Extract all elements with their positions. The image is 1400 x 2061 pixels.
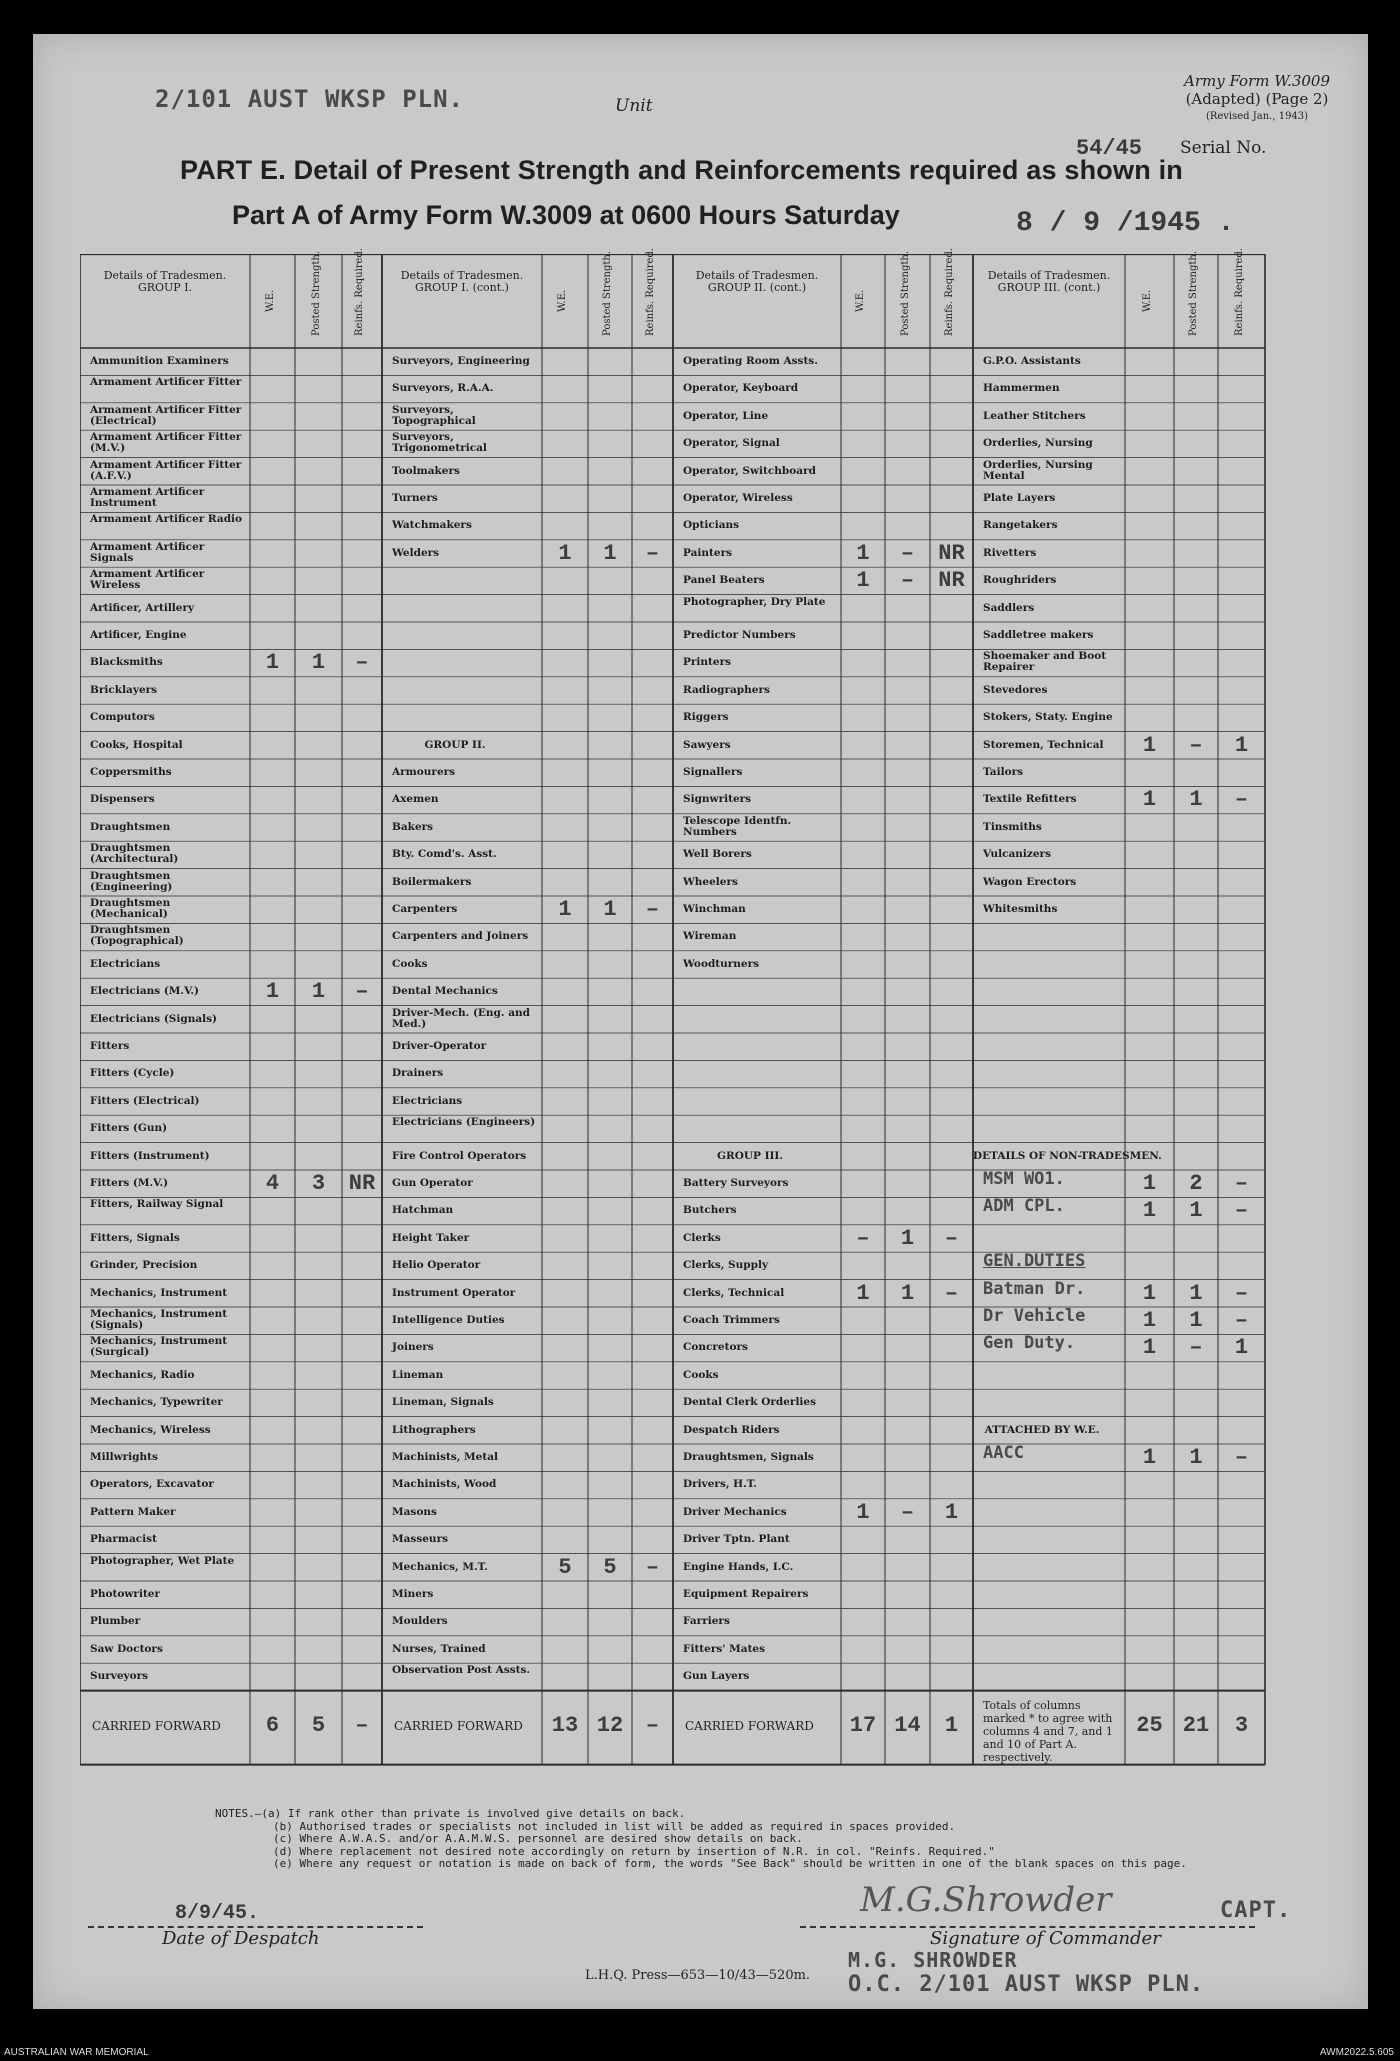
trade-label: Mechanics, Instrument (Surgical)	[90, 1335, 228, 1359]
trade-label: Draughtsmen	[90, 820, 171, 833]
trade-label: Mechanics, Radio	[90, 1368, 195, 1381]
trade-label: Coppersmiths	[90, 766, 172, 778]
trade-label: Axemen	[392, 793, 439, 806]
column-header-details: Details of Tradesmen. GROUP III. (cont.)	[987, 269, 1111, 294]
strength-entry: –	[856, 1225, 870, 1251]
trade-label: Plate Layers	[983, 492, 1056, 504]
strength-entry: 1	[856, 1280, 870, 1306]
trade-label: Electricians (Signals)	[90, 1012, 218, 1025]
trade-label: Fitters (Cycle)	[90, 1067, 175, 1080]
carried-forward-value: 25	[1136, 1712, 1163, 1738]
strength-entry: 1	[1189, 1198, 1203, 1224]
trade-label: Mechanics, Typewriter	[90, 1396, 223, 1409]
trade-label: Artificer, Artillery	[90, 601, 195, 614]
trade-label: Storemen, Technical	[983, 738, 1104, 751]
trade-label: Masons	[392, 1505, 437, 1518]
trade-label: Signallers	[683, 766, 743, 778]
carried-forward-label: CARRIED FORWARD	[685, 1718, 814, 1733]
trade-label: Carpenters	[392, 903, 458, 915]
trade-label: Operator, Keyboard	[683, 382, 799, 395]
trade-label: Plumber	[90, 1615, 141, 1628]
trade-label: Telescope Identfn. Numbers	[683, 814, 792, 838]
trade-label: Rivetters	[983, 546, 1037, 559]
commander-signature: M.G.Shrowder	[860, 1880, 1112, 1920]
strength-entry: –	[1234, 1171, 1249, 1196]
strength-entry: –	[944, 1280, 959, 1306]
trade-label: Drainers	[392, 1067, 444, 1080]
trade-label: Armament Artificer Instrument	[90, 486, 205, 509]
trade-label: Printers	[683, 656, 732, 669]
column-header-posted-strength: Posted Strength.	[602, 250, 613, 336]
trade-label: Draughtsmen (Architectural)	[90, 842, 179, 866]
strength-entry: –	[645, 1554, 660, 1580]
strength-table	[80, 247, 1345, 1794]
strength-entry: 1	[265, 979, 280, 1005]
trade-label: Cooks	[392, 957, 428, 970]
trade-label: Engine Hands, I.C.	[683, 1560, 794, 1573]
trade-label: Pharmacist	[90, 1533, 157, 1546]
trade-label: Fitters, Railway Signal	[90, 1198, 224, 1211]
trade-label: Toolmakers	[392, 464, 460, 477]
trade-label: Tinsmiths	[983, 820, 1042, 833]
archive-label: AUSTRALIAN WAR MEMORIAL	[4, 2047, 149, 2058]
commander-rank: CAPT.	[1220, 1898, 1292, 1923]
trade-label: Masseurs	[392, 1533, 449, 1546]
trade-label: Sawyers	[683, 738, 731, 751]
trade-label: Draughtsmen (Engineering)	[90, 869, 173, 893]
trade-label: Surveyors, Engineering	[392, 355, 530, 367]
trade-label: Cooks	[683, 1368, 719, 1381]
column-header-details: Details of Tradesmen. GROUP I.	[103, 269, 227, 294]
trade-label: Panel Beaters	[683, 574, 765, 587]
trade-label: Wheelers	[683, 875, 738, 888]
carried-forward-value: –	[355, 1712, 369, 1738]
strength-entry: 1	[603, 897, 617, 922]
trade-label: Mechanics, M.T.	[392, 1560, 488, 1573]
trade-label: Armourers	[392, 766, 456, 778]
strength-entry: 1	[1142, 787, 1157, 813]
strength-entry: –	[1189, 732, 1203, 758]
trade-label: Operating Room Assts.	[683, 355, 818, 367]
column-header-details: Details of Tradesmen. GROUP II. (cont.)	[695, 269, 819, 294]
carried-forward-value: 5	[311, 1712, 326, 1738]
trade-label: Clerks, Technical	[683, 1286, 785, 1299]
trade-label: Armament Artificer Signals	[90, 540, 205, 564]
strength-entry: 3	[311, 1171, 326, 1196]
trade-label: Computors	[90, 711, 155, 724]
trade-label: Gun Layers	[683, 1670, 750, 1683]
strength-entry: 1	[856, 540, 870, 566]
trade-label: Dental Clerk Orderlies	[683, 1396, 817, 1409]
trade-label: Operator, Line	[683, 409, 769, 422]
trade-label: Battery Surveyors	[683, 1177, 789, 1189]
strength-entry: 1	[1142, 1198, 1157, 1224]
trade-label: Photographer, Dry Plate	[683, 595, 826, 608]
trade-label: Dental Mechanics	[392, 985, 498, 998]
trade-label: Lineman, Signals	[392, 1396, 494, 1409]
trade-label: Radiographers	[683, 683, 770, 696]
strength-entry: –	[900, 540, 915, 566]
trade-label: Wagon Erectors	[983, 875, 1077, 888]
archive-id: AWM2022.5.605	[1319, 2047, 1394, 2058]
trade-label: GEN.DUTIES	[983, 1251, 1086, 1272]
strength-entry: 1	[856, 568, 870, 594]
trade-label: Armament Artificer Fitter (A.F.V.)	[90, 458, 242, 482]
trade-label: Armament Artificer Fitter	[90, 376, 242, 389]
carried-forward-value: 6	[265, 1712, 280, 1738]
group-heading: GROUP II.	[424, 738, 486, 751]
note-d: (d) Where replacement not desired note accordingly on return by insertion of N.R. in col. "Reinfs. Required."	[273, 1844, 995, 1858]
trade-label: Tailors	[983, 766, 1024, 778]
trade-label: Armament Artificer Fitter (Electrical)	[90, 403, 242, 427]
trade-label: Rangetakers	[983, 519, 1058, 532]
press-imprint: L.H.Q. Press—653—10/43—520m.	[585, 1968, 811, 1983]
trade-label: Coach Trimmers	[683, 1314, 780, 1326]
trade-label: Butchers	[683, 1204, 737, 1217]
trade-label: Lithographers	[392, 1423, 476, 1436]
trade-label: Dr Vehicle	[983, 1306, 1086, 1326]
trade-label: Drivers, H.T.	[683, 1478, 757, 1491]
trade-label: Winchman	[683, 903, 746, 915]
trade-label: Textile Refitters	[983, 793, 1077, 806]
trade-label: Operators, Excavator	[90, 1478, 214, 1491]
strength-entry: –	[355, 979, 369, 1005]
carried-forward-value: 12	[596, 1712, 624, 1738]
serial-number: 54/45	[1076, 136, 1143, 161]
trade-label: ADM CPL.	[983, 1196, 1065, 1217]
strength-entry: 2	[1189, 1171, 1203, 1196]
carried-forward-label: CARRIED FORWARD	[394, 1718, 523, 1733]
trade-label: Woodturners	[683, 957, 760, 970]
trade-label: Driver-Mech. (Eng. and Med.)	[392, 1006, 530, 1030]
notes-block	[215, 1808, 1187, 1871]
trade-label: Surveyors, Trigonometrical	[392, 431, 487, 455]
strength-entry: –	[645, 897, 660, 922]
trade-label: Mechanics, Wireless	[90, 1423, 211, 1436]
trade-label: MSM WO1.	[983, 1169, 1065, 1189]
trade-label: Blacksmiths	[90, 656, 163, 669]
return-date: 8 / 9 /1945 .	[1016, 208, 1235, 239]
trade-label: Opticians	[683, 519, 740, 532]
strength-entry: –	[1234, 1308, 1249, 1333]
strength-entry: 1	[311, 979, 326, 1005]
column-header-we: W.E.	[855, 289, 866, 313]
despatch-label: Date of Despatch	[162, 1928, 320, 1949]
carried-forward-value: –	[645, 1712, 660, 1738]
strength-entry: NR	[348, 1171, 376, 1196]
trade-label: Electricians	[392, 1094, 463, 1107]
trade-label: Surveyors	[90, 1670, 149, 1683]
trade-label: Vulcanizers	[983, 848, 1052, 861]
trade-label: Machinists, Metal	[392, 1451, 498, 1463]
totals-note: Totals of columns marked * to agree with columns 4 and 7, and 1 and 10 of Part A. respectively.	[983, 1698, 1113, 1764]
strength-entry: 1	[1234, 732, 1249, 758]
unit-name: 2/101 AUST WKSP PLN.	[155, 85, 464, 113]
trade-label: Carpenters and Joiners	[392, 930, 529, 943]
page-title: PART E. Detail of Present Strength and Reinforcements required as shown in	[180, 155, 1183, 185]
strength-entry: –	[900, 1499, 915, 1525]
strength-entry: 1	[1142, 1280, 1157, 1306]
trade-label: Clerks	[683, 1231, 721, 1244]
trade-label: Intelligence Duties	[392, 1314, 505, 1326]
strength-entry: 1	[944, 1499, 959, 1525]
trade-label: Gen Duty.	[983, 1333, 1076, 1354]
trade-label: Machinists, Wood	[392, 1478, 497, 1491]
strength-entry: 1	[1189, 1280, 1203, 1306]
strength-entry: NR	[938, 568, 965, 594]
trade-label: Well Borers	[683, 848, 752, 861]
trade-label: Surveyors, R.A.A.	[392, 382, 494, 395]
trade-label: Helio Operator	[392, 1259, 481, 1272]
strength-entry: 1	[1142, 1308, 1157, 1333]
strength-entry: 1	[856, 1499, 870, 1525]
form-revised: (Revised Jan., 1943)	[1205, 111, 1309, 122]
strength-entry: 4	[265, 1171, 280, 1196]
trade-label: Operator, Signal	[683, 437, 780, 450]
carried-forward-value: 21	[1182, 1712, 1210, 1738]
column-header-reinfs-required: Reinfs. Required.	[1233, 247, 1245, 336]
carried-forward-value: 3	[1234, 1712, 1249, 1738]
column-header-we: W.E.	[557, 289, 568, 313]
trade-label: Orderlies, Nursing	[983, 437, 1093, 450]
trade-label: Electricians (Engineers)	[392, 1116, 536, 1129]
strength-entry: –	[944, 1225, 959, 1251]
trade-label: Watchmakers	[392, 519, 472, 532]
column-header-posted-strength: Posted Strength.	[1188, 250, 1199, 336]
form-identifier	[1184, 72, 1330, 126]
trade-label: Fitters (Electrical)	[90, 1094, 200, 1107]
strength-entry: 5	[603, 1554, 617, 1580]
trade-label: Driver Mechanics	[683, 1505, 787, 1518]
trade-label: Saddlers	[983, 601, 1035, 614]
carried-forward-value: 14	[894, 1712, 921, 1738]
column-header-we: W.E.	[1141, 289, 1153, 313]
trade-label: Riggers	[683, 711, 729, 724]
trade-label: Fire Control Operators	[392, 1149, 527, 1162]
group-heading: GROUP III.	[717, 1149, 783, 1162]
trade-label: Electricians (M.V.)	[90, 985, 200, 998]
trade-label: Surveyors, Topographical	[392, 403, 476, 427]
trade-label: Fitters' Mates	[683, 1642, 766, 1655]
trade-label: Whitesmiths	[983, 903, 1058, 915]
strength-entry: 1	[311, 650, 326, 676]
trade-label: Welders	[392, 546, 440, 559]
trade-label: Stokers, Staty. Engine	[983, 711, 1113, 724]
carried-forward-label: CARRIED FORWARD	[92, 1718, 221, 1733]
trade-label: Nurses, Trained	[392, 1642, 486, 1655]
trade-label: Driver Tptn. Plant	[683, 1533, 790, 1546]
strength-entry: 1	[603, 540, 617, 566]
serial-label: Serial No.	[1180, 138, 1267, 158]
trade-label: Predictor Numbers	[683, 629, 796, 641]
strength-entry: 5	[558, 1554, 572, 1580]
trade-label: Photowriter	[90, 1588, 161, 1600]
group-heading: ATTACHED BY W.E.	[984, 1423, 1100, 1436]
trade-label: Hatchman	[392, 1204, 454, 1217]
trade-label: Equipment Repairers	[683, 1588, 809, 1600]
trade-label: Ammunition Examiners	[90, 355, 229, 367]
carried-forward-value: 17	[849, 1712, 877, 1738]
strength-entry: 1	[265, 650, 280, 676]
trade-label: Saddletree makers	[983, 629, 1094, 641]
column-header-reinfs-required: Reinfs. Required.	[354, 247, 365, 336]
trade-label: Stevedores	[983, 683, 1048, 696]
form-adapted: (Adapted) (Page 2)	[1185, 90, 1329, 108]
trade-label: Fitters (Instrument)	[90, 1149, 210, 1162]
trade-label: Shoemaker and Boot Repairer	[983, 650, 1107, 674]
trade-label: Cooks, Hospital	[90, 738, 183, 751]
note-c: (c) Where A.W.A.S. and/or A.A.M.W.S. personnel are desired show details on back.	[273, 1832, 803, 1846]
column-header-we: W.E.	[264, 289, 276, 313]
trade-label: Draughtsmen (Mechanical)	[90, 897, 171, 920]
trade-label: Mechanics, Instrument	[90, 1286, 228, 1299]
trade-label: Armament Artificer Radio	[90, 513, 243, 526]
note-b: (b) Authorised trades or specialists not included in list will be added as required in spaces provided.	[273, 1819, 956, 1833]
trade-label: Millwrights	[90, 1451, 158, 1463]
strength-entry: –	[645, 540, 660, 566]
trade-label: Despatch Riders	[683, 1423, 780, 1436]
trade-label: Instrument Operator	[392, 1286, 516, 1299]
trade-label: Joiners	[392, 1341, 434, 1354]
strength-entry: NR	[938, 540, 965, 566]
strength-entry: 1	[1189, 1445, 1203, 1470]
trade-label: Bakers	[392, 820, 434, 833]
trade-label: Photographer, Wet Plate	[90, 1554, 235, 1567]
commander-unit: O.C. 2/101 AUST WKSP PLN.	[848, 1972, 1205, 1997]
trade-label: Painters	[683, 546, 733, 559]
trade-label: Draughtsmen (Topographical)	[90, 924, 184, 948]
trade-label: Electricians	[90, 957, 161, 970]
trade-label: Operator, Wireless	[683, 492, 793, 504]
trade-label: Artificer, Engine	[90, 629, 187, 641]
unit-label: Unit	[615, 96, 653, 116]
strength-entry: 1	[558, 540, 572, 566]
trade-label: Fitters, Signals	[90, 1231, 180, 1244]
trade-label: G.P.O. Assistants	[983, 355, 1081, 367]
column-header-posted-strength: Posted Strength.	[310, 250, 322, 336]
trade-label: Height Taker	[392, 1231, 470, 1244]
group-heading: DETAILS OF NON-TRADESMEN.	[973, 1149, 1162, 1162]
trade-label: Turners	[392, 492, 438, 504]
strength-entry: –	[1234, 1198, 1249, 1224]
strength-entry: 1	[1142, 1335, 1157, 1361]
strength-entry: 1	[900, 1280, 915, 1306]
page-subtitle: Part A of Army Form W.3009 at 0600 Hours Saturday	[232, 200, 900, 230]
trade-label: Armament Artificer Wireless	[90, 568, 205, 592]
strength-entry: –	[1189, 1335, 1203, 1361]
strength-entry: –	[1234, 787, 1249, 813]
strength-entry: 1	[558, 897, 572, 922]
trade-label: Concretors	[683, 1341, 748, 1354]
strength-entry: 1	[1189, 1308, 1203, 1333]
trade-label: Roughriders	[983, 574, 1057, 587]
note-e: (e) Where any request or notation is made on back of form, the words "See Back" should be written in one of the blank spaces on this page.	[273, 1857, 1187, 1871]
trade-label: Bty. Comd's. Asst.	[392, 848, 497, 861]
trade-label: Gun Operator	[392, 1177, 473, 1189]
note-a: NOTES.—(a) If rank other than private is involved give details on back.	[215, 1807, 686, 1820]
strength-entry: 1	[1142, 732, 1157, 758]
strength-entry: 1	[1142, 1445, 1157, 1470]
trade-label: Miners	[392, 1588, 434, 1600]
trade-label: Leather Stitchers	[983, 409, 1086, 422]
column-header-reinfs-required: Reinfs. Required.	[943, 247, 955, 336]
form-number: Army Form W.3009	[1184, 72, 1330, 90]
despatch-date: 8/9/45.	[175, 1902, 260, 1925]
trade-label: Farriers	[683, 1615, 730, 1628]
trade-label: Hammermen	[983, 382, 1060, 395]
trade-label: Saw Doctors	[90, 1642, 163, 1655]
strength-entry: 1	[900, 1225, 915, 1251]
strength-entry: –	[900, 568, 915, 594]
carried-forward-value: 1	[944, 1712, 959, 1738]
trade-label: Fitters (Gun)	[90, 1122, 168, 1135]
trade-label: Pattern Maker	[90, 1505, 176, 1518]
trade-label: Mechanics, Instrument (Signals)	[90, 1308, 228, 1331]
trade-label: Moulders	[392, 1615, 448, 1628]
trade-label: Batman Dr.	[983, 1278, 1086, 1299]
trade-label: Bricklayers	[90, 683, 158, 696]
trade-label: Operator, Switchboard	[683, 464, 816, 477]
trade-label: Draughtsmen, Signals	[683, 1451, 814, 1463]
trade-label: Wireman	[683, 930, 737, 943]
strength-entry: –	[355, 650, 369, 676]
trade-label: Observation Post Assts.	[392, 1664, 531, 1677]
trade-label: Fitters (M.V.)	[90, 1177, 169, 1189]
trade-label: Grinder, Precision	[90, 1259, 198, 1272]
trade-label: Lineman	[392, 1368, 444, 1381]
column-header-details: Details of Tradesmen. GROUP I. (cont.)	[400, 269, 524, 294]
strength-entry: 1	[1142, 1171, 1157, 1196]
commander-name: M.G. SHROWDER	[848, 1948, 1018, 1972]
trade-label: AACC	[983, 1443, 1024, 1463]
column-header-posted-strength: Posted Strength.	[899, 250, 911, 336]
trade-label: Driver-Operator	[392, 1040, 487, 1052]
column-header-reinfs-required: Reinfs. Required.	[644, 247, 656, 336]
trade-label: Armament Artificer Fitter (M.V.)	[90, 431, 242, 455]
carried-forward-value: 13	[551, 1712, 579, 1738]
trade-label: Dispensers	[90, 793, 155, 806]
signature-label: Signature of Commander	[930, 1928, 1161, 1949]
trade-label: Clerks, Supply	[683, 1259, 769, 1272]
strength-entry: –	[1234, 1445, 1249, 1470]
trade-label: Fitters	[90, 1040, 130, 1052]
strength-entry: 1	[1189, 787, 1203, 813]
strength-entry: 1	[1234, 1335, 1249, 1361]
strength-entry: –	[1234, 1280, 1249, 1306]
trade-label: Signwriters	[683, 793, 752, 806]
trade-label: Boilermakers	[392, 875, 472, 888]
trade-label: Orderlies, Nursing Mental	[983, 458, 1093, 482]
